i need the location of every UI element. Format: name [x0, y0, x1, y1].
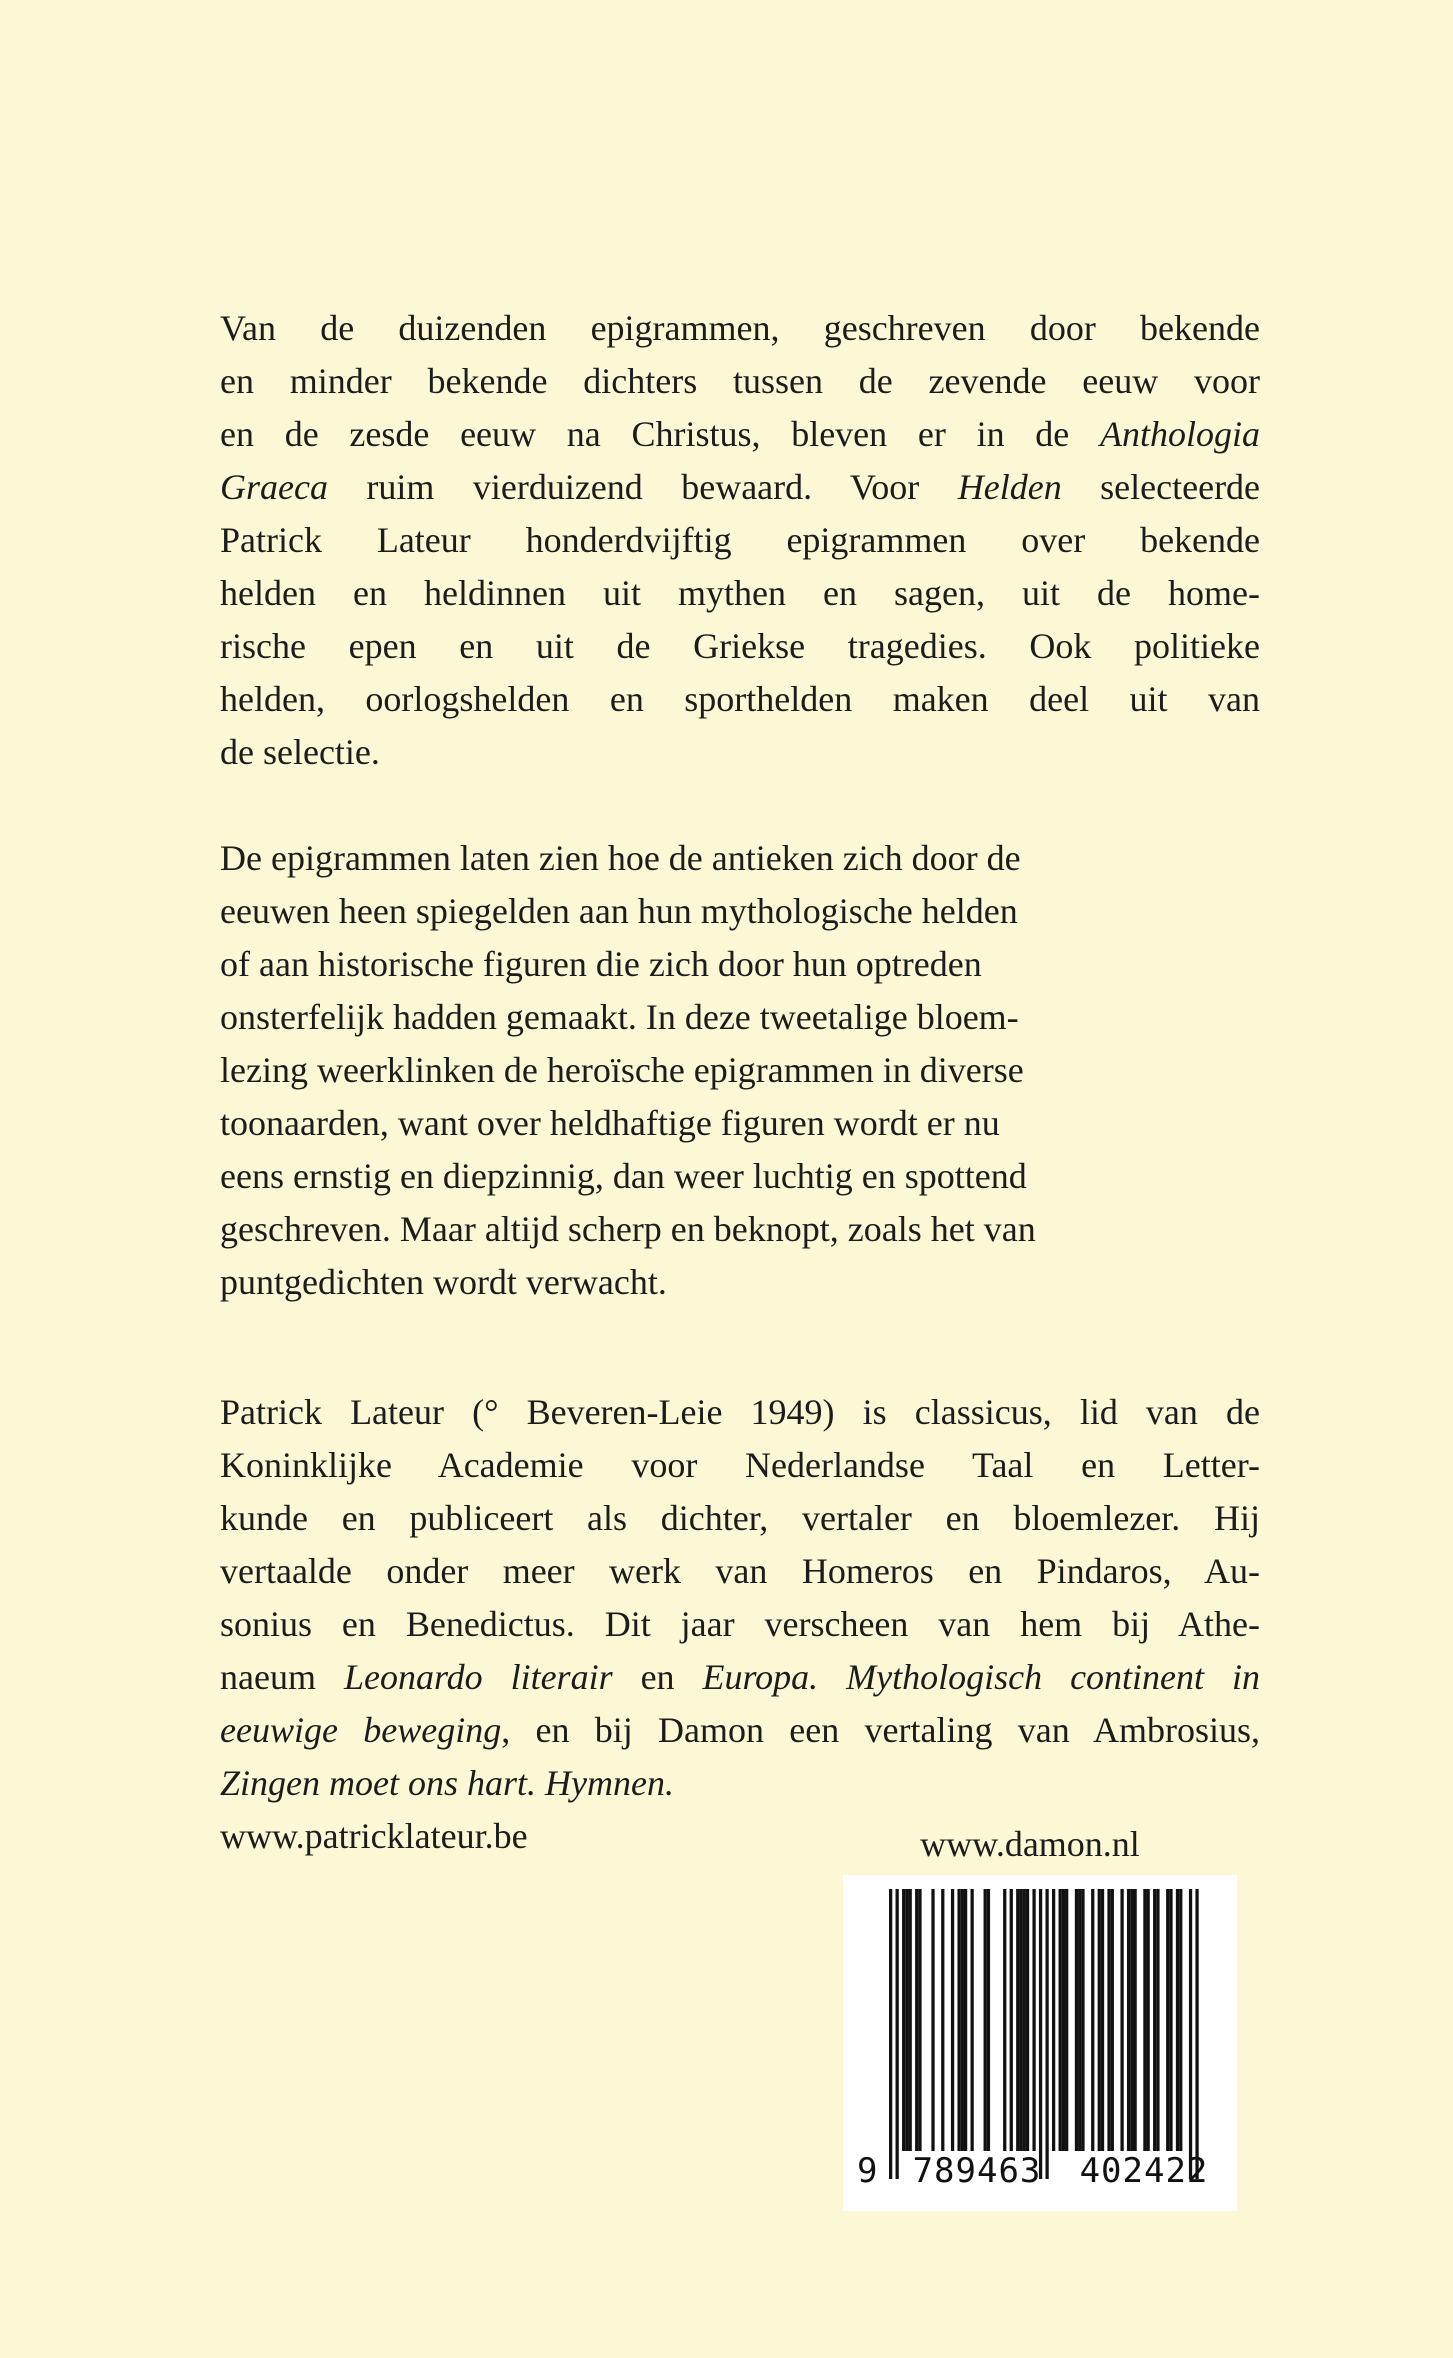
text-line: sonius en Benedictus. Dit jaar verscheen van hem bij Athe- [220, 1604, 1260, 1644]
barcode-bar [1003, 1889, 1006, 2151]
text-line: en minder bekende dichters tussen de zevende eeuw voor [220, 361, 1260, 401]
text-line: eens ernstig en diepzinnig, dan weer luchtig en spottend [220, 1156, 1027, 1196]
barcode-bar [1179, 1889, 1182, 2151]
isbn-barcode [843, 1875, 1237, 2211]
barcode-bar [951, 1889, 954, 2151]
book-title-graeca: Graeca [220, 467, 328, 507]
author-bio [220, 1386, 1260, 1863]
barcode-bar [918, 1889, 921, 2151]
barcode-bar [957, 1889, 960, 2151]
barcode-left-digits: 789463 [912, 2151, 1042, 2191]
text-line: de selectie. [220, 732, 380, 772]
book-title-europa-cont: eeuwige beweging [220, 1710, 502, 1750]
barcode-bar [1078, 1889, 1081, 2151]
barcode-bar [931, 1889, 934, 2151]
text-line: Van de duizenden epigrammen, geschreven door bekende [220, 308, 1260, 348]
text-line [220, 1651, 1260, 1704]
barcode-bar [1107, 1889, 1110, 2151]
text-line: lezing weerklinken de heroïsche epigrammen in diverse [220, 1050, 1024, 1090]
barcode-digits [857, 2151, 1227, 2191]
text-line: onsterfelijk hadden gemaakt. In deze tweetalige bloem- [220, 997, 1019, 1037]
barcode-bar [1166, 1889, 1169, 2151]
barcode-right-digits: 402422 [1079, 2151, 1209, 2191]
barcode-bar [1065, 1889, 1068, 2151]
barcode-bar [1195, 1889, 1198, 2179]
text-line: kunde en publiceert als dichter, vertaler en bloemlezer. Hij [220, 1498, 1260, 1538]
barcode-bar [1045, 1889, 1048, 2179]
text-line [220, 1704, 1260, 1757]
barcode-bar [984, 1889, 987, 2151]
barcode-bar [1169, 1889, 1172, 2151]
barcode-bar [1101, 1889, 1104, 2151]
barcode-bar [1189, 1889, 1192, 2179]
text-line: puntgedichten wordt verwacht. [220, 1262, 667, 1302]
barcode-bar [1134, 1889, 1137, 2151]
barcode-bar [1059, 1889, 1062, 2151]
barcode-bar [1032, 1889, 1035, 2151]
barcode-bar [971, 1889, 974, 2151]
author-website: www.patricklateur.be [220, 1816, 528, 1856]
text-segment: en [640, 1657, 675, 1697]
barcode-bar [1062, 1889, 1065, 2151]
text-line [220, 461, 1260, 514]
text-line [220, 1757, 1260, 1810]
text-segment: naeum [220, 1657, 316, 1697]
text-line: eeuwen heen spiegelden aan hun mythologische helden [220, 891, 1018, 931]
text-line: of aan historische figuren die zich door hun optreden [220, 944, 982, 984]
barcode-bar [1098, 1889, 1101, 2151]
barcode-bar [909, 1889, 912, 2151]
barcode-bar [889, 1889, 892, 2179]
text-segment: en de zesde eeuw na Christus, bleven er in de [220, 414, 1070, 454]
barcode-bar [961, 1889, 964, 2151]
text-segment: selecteerde [1100, 467, 1261, 507]
text-line: Patrick Lateur honderdvijftig epigrammen over bekende [220, 520, 1260, 560]
book-title-zingen: Zingen moet ons hart. Hymnen. [220, 1763, 674, 1803]
barcode-bar [1019, 1889, 1022, 2151]
barcode-bar [1075, 1889, 1078, 2151]
barcode-lead-digit: 9 [857, 2151, 878, 2191]
barcode-bar [1130, 1889, 1133, 2151]
book-title-helden: Helden [957, 467, 1062, 507]
barcode-bar [964, 1889, 967, 2151]
barcode-bar [1120, 1889, 1123, 2151]
barcode-bar [1081, 1889, 1084, 2151]
text-line: vertaalde onder meer werk van Homeros en Pindaros, Au- [220, 1551, 1260, 1591]
barcode-bar [902, 1889, 905, 2151]
text-line: helden, oorlogshelden en sporthelden maken deel uit van [220, 679, 1260, 719]
publisher-website: www.damon.nl [920, 1824, 1140, 1864]
barcode-bar [1010, 1889, 1013, 2151]
text-segment: , en bij Damon een vertaling van Ambrosius, [501, 1710, 1261, 1750]
barcode-bar [1176, 1889, 1179, 2151]
blurb-paragraph-2 [220, 832, 1260, 1309]
barcode-bar [1127, 1889, 1130, 2151]
book-title-leonardo: Leonardo literair [343, 1657, 613, 1697]
text-line: De epigrammen laten zien hoe de antieken zich door de [220, 838, 1021, 878]
book-title-anthologia: Anthologia [1100, 414, 1261, 454]
barcode-bar [1091, 1889, 1094, 2151]
text-line: Koninklijke Academie voor Nederlandse Taal en Letter- [220, 1445, 1260, 1485]
barcode-bar [896, 1889, 899, 2179]
barcode-bar [905, 1889, 908, 2151]
barcode-bar [1156, 1889, 1159, 2151]
text-line [220, 408, 1260, 461]
barcode-bar [1111, 1889, 1114, 2151]
barcode-bar [1052, 1889, 1055, 2151]
barcode-bar [1016, 1889, 1019, 2151]
barcode-bar [941, 1889, 944, 2151]
barcode-bar [987, 1889, 990, 2151]
text-line: toonaarden, want over heldhaftige figuren wordt er nu [220, 1103, 1000, 1143]
barcode-bar [1023, 1889, 1026, 2151]
text-line: helden en heldinnen uit mythen en sagen, uit de home- [220, 573, 1260, 613]
barcode-bar [1039, 1889, 1042, 2179]
text-line: rische epen en uit de Griekse tragedies. Ook politieke [220, 626, 1260, 666]
blurb-paragraph-1 [220, 302, 1260, 779]
text-segment: ruim vierduizend bewaard. Voor [366, 467, 920, 507]
book-title-europa: Europa. Mythologisch continent in [702, 1657, 1261, 1697]
barcode-bar [1026, 1889, 1029, 2151]
text-line: Patrick Lateur (° Beveren-Leie 1949) is classicus, lid van de [220, 1392, 1260, 1432]
barcode-bar [1147, 1889, 1150, 2151]
text-line: geschreven. Maar altijd scherp en beknopt, zoals het van [220, 1209, 1036, 1249]
barcode-bar [1143, 1889, 1146, 2151]
barcode-bar [1153, 1889, 1156, 2151]
barcode-bar [915, 1889, 918, 2151]
